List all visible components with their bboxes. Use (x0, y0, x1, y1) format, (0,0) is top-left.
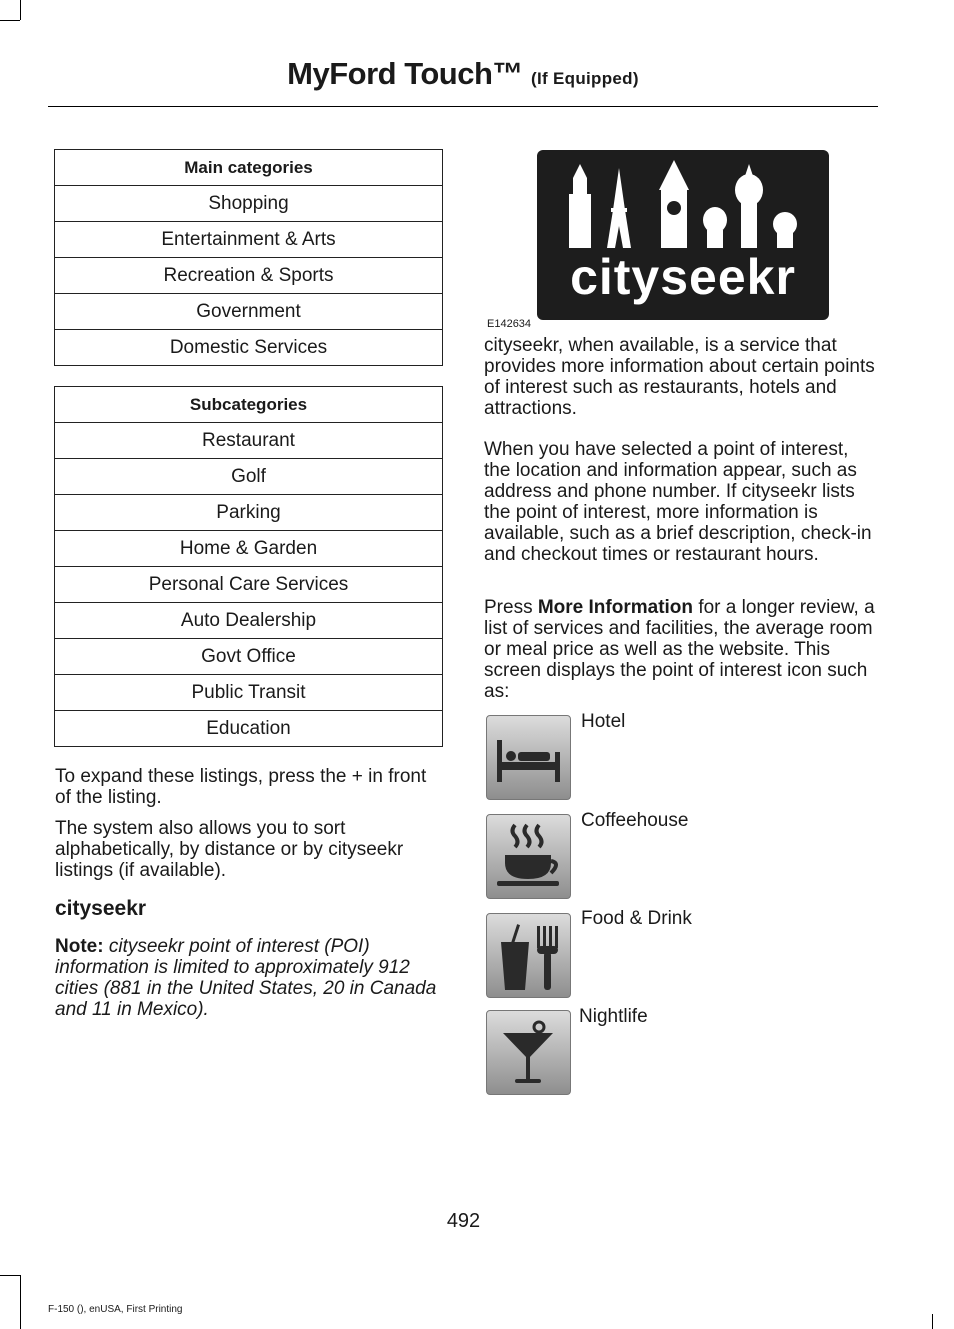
header-divider (48, 106, 878, 107)
note-label: Note: (55, 936, 104, 957)
table-row: Restaurant (55, 423, 443, 459)
poi-label-hotel: Hotel (581, 711, 626, 732)
table-row: Govt Office (55, 639, 443, 675)
martini-icon (486, 1010, 571, 1095)
table-header: Subcategories (55, 387, 443, 423)
header-title: MyFord Touch™ (287, 56, 523, 91)
logo-wordmark: cityseekr (570, 249, 796, 305)
bed-icon (486, 715, 571, 800)
table-row: Education (55, 711, 443, 747)
more-info-paragraph (484, 597, 876, 702)
table-header: Main categories (55, 150, 443, 186)
header-subtitle: (If Equipped) (531, 69, 639, 88)
table-row: Auto Dealership (55, 603, 443, 639)
more-info-post: for a longer review, a list of services and facilities, the average room or meal price as well as the website. This screen displays the point of interest icon such as: (484, 597, 875, 702)
table-row: Golf (55, 459, 443, 495)
crop-mark (20, 1275, 21, 1329)
table-row: Parking (55, 495, 443, 531)
page-header (48, 56, 878, 92)
section-heading: cityseekr (55, 897, 147, 920)
skyline-icon (537, 150, 829, 250)
main-categories-table (54, 149, 443, 366)
table-row: Shopping (55, 186, 443, 222)
poi-label-coffeehouse: Coffeehouse (581, 810, 689, 831)
more-info-label: More Information (537, 597, 694, 618)
page-number: 492 (446, 1210, 481, 1232)
footer-text: F-150 (), enUSA, First Printing (48, 1304, 183, 1315)
crop-mark (20, 0, 21, 20)
crop-mark (0, 20, 20, 21)
table-row: Entertainment & Arts (55, 222, 443, 258)
table-row: Domestic Services (55, 330, 443, 366)
coffee-cup-icon (486, 814, 571, 899)
glass-fork-icon (486, 913, 571, 998)
table-row: Home & Garden (55, 531, 443, 567)
table-row: Recreation & Sports (55, 258, 443, 294)
crop-mark (0, 1275, 20, 1276)
more-info-pre: Press (484, 597, 533, 618)
note-text: cityseekr point of interest (POI) information is limited to approximately 912 cities (881 in the United States, 20 in Canada and 11 in Mexico). (55, 936, 437, 1020)
intro-paragraph: cityseekr, when available, is a service that provides more information about certain points of interest such as restaurants, hotels and attractions. (484, 335, 875, 419)
table-row: Public Transit (55, 675, 443, 711)
sort-paragraph: The system also allows you to sort alphabetically, by distance or by cityseekr listings (if available). (55, 818, 404, 881)
table-row: Government (55, 294, 443, 330)
cityseekr-logo (537, 150, 829, 320)
crop-mark (932, 1314, 933, 1329)
poi-label-food-drink: Food & Drink (581, 908, 692, 929)
note-paragraph (55, 936, 447, 1020)
figure-code: E142634 (487, 318, 532, 330)
table-row: Personal Care Services (55, 567, 443, 603)
poi-label-nightlife: Nightlife (579, 1006, 648, 1027)
details-paragraph: When you have selected a point of interest, the location and information appear, such as address and phone number. If cityseekr lists the point of interest, more information is available, such as a brief description, check-in and checkout times or restaurant hours. (484, 439, 872, 565)
expand-paragraph: To expand these listings, press the + in front of the listing. (55, 766, 427, 808)
subcategories-table (54, 386, 443, 747)
